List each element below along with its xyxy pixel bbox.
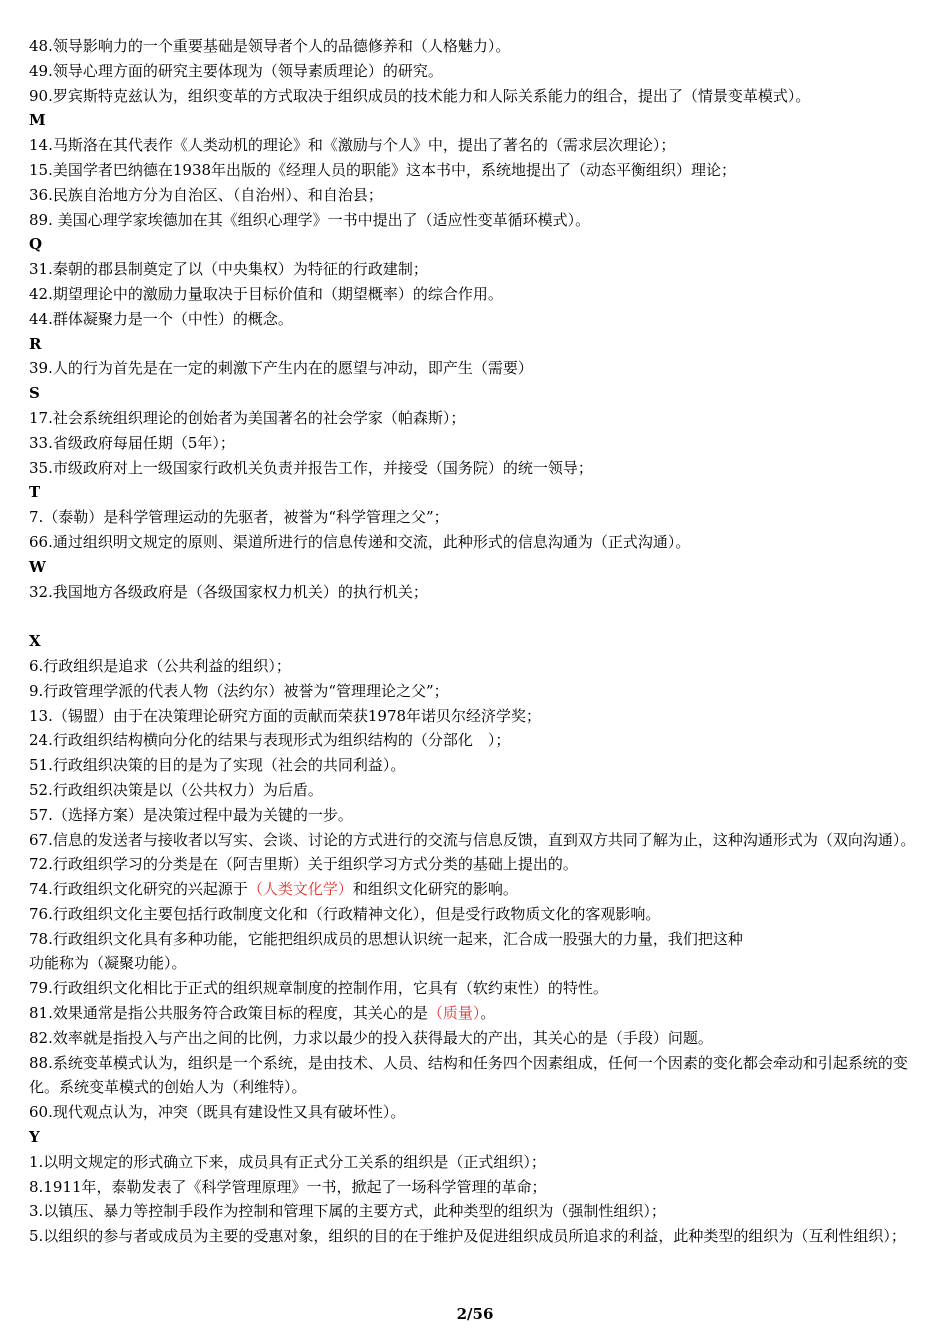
section-heading-s: S	[29, 384, 40, 403]
entry-78-continued: 功能称为（凝聚功能）。	[29, 954, 187, 973]
entry-57: 57.（选择方案）是决策过程中最为关键的一步。	[29, 805, 353, 824]
entry-39: 39.人的行为首先是在一定的刺激下产生内在的愿望与冲动，即产生（需要）	[29, 359, 533, 378]
section-heading-t: T	[29, 483, 41, 502]
entry-9: 9.行政管理学派的代表人物（法约尔）被誉为“管理理论之父”；	[29, 681, 449, 700]
entry-52: 52.行政组织决策是以（公共权力）为后盾。	[29, 780, 323, 799]
current-page: 2	[456, 1305, 468, 1323]
page-number	[0, 1305, 950, 1323]
section-heading-w: W	[29, 557, 46, 576]
entry-17: 17.社会系统组织理论的创始者为美国著名的社会学家（帕森斯）；	[29, 408, 466, 427]
entry-33: 33.省级政府每届任期（5年）；	[29, 433, 235, 452]
entry-81	[29, 1001, 924, 1026]
entry-60: 60.现代观点认为，冲突（既具有建设性又具有破坏性）。	[29, 1103, 406, 1122]
entry-24: 24.行政组织结构横向分化的结果与表现形式为组织结构的（分部化 ）；	[29, 731, 511, 750]
blank-line	[29, 604, 924, 629]
entry-89: 89. 美国心理学家埃德加在其《组织心理学》一书中提出了（适应性变革循环模式）。	[29, 210, 591, 229]
total-pages: 56	[472, 1305, 494, 1323]
entry-67: 67.信息的发送者与接收者以写实、会谈、讨论的方式进行的交流与信息反馈，直到双方共同了解为止，这种沟通形式为（双向沟通）。	[29, 830, 916, 849]
entry-36: 36.民族自治地方分为自治区、（自治州）、和自治县；	[29, 185, 383, 204]
entry-74-text-end: 和组织文化研究的影响。	[352, 880, 518, 899]
entry-51: 51.行政组织决策的目的是为了实现（社会的共同利益）。	[29, 756, 406, 775]
entry-81-text-start: 81.效果通常是指公共服务符合政策目标的程度，其关心的是	[29, 1004, 428, 1023]
entry-81-text-end: 。	[480, 1004, 496, 1023]
section-heading-m: M	[29, 111, 46, 130]
entry-6: 6.行政组织是追求（公共利益的组织）；	[29, 656, 291, 675]
entry-7: 7.（泰勒）是科学管理运动的先驱者，被誉为“科学管理之父”；	[29, 508, 449, 527]
entry-31: 31.秦朝的郡县制奠定了以（中央集权）为特征的行政建制；	[29, 260, 428, 279]
entry-74-highlight: （人类文化学）	[247, 880, 353, 899]
entry-78: 78.行政组织文化具有多种功能，它能把组织成员的思想认识统一起来，汇合成一股强大的力量，我们把这种	[29, 929, 743, 948]
entry-66: 66.通过组织明文规定的原则、渠道所进行的信息传递和交流，此种形式的信息沟通为（正式沟通）。	[29, 532, 691, 551]
entry-49: 49.领导心理方面的研究主要体现为（领导素质理论）的研究。	[29, 61, 443, 80]
entry-74-text-start: 74.行政组织文化研究的兴起源于	[29, 880, 248, 899]
entry-90: 90.罗宾斯特克兹认为，组织变革的方式取决于组织成员的技术能力和人际关系能力的组合，提出了（情景变革模式）。	[29, 86, 811, 105]
section-heading-r: R	[29, 334, 42, 353]
entry-81-highlight: （质量）	[427, 1004, 481, 1023]
entry-72: 72.行政组织学习的分类是在（阿吉里斯）关于组织学习方式分类的基础上提出的。	[29, 855, 578, 874]
entry-14: 14.马斯洛在其代表作《人类动机的理论》和《激励与个人》中，提出了著名的（需求层次理论）；	[29, 136, 676, 155]
entry-44: 44.群体凝聚力是一个（中性）的概念。	[29, 309, 293, 328]
section-heading-x: X	[29, 632, 41, 651]
section-heading-y: Y	[29, 1128, 40, 1147]
document-body	[29, 34, 924, 1249]
entry-74	[29, 877, 924, 902]
entry-76: 76.行政组织文化主要包括行政制度文化和（行政精神文化），但是受行政物质文化的客观影响。	[29, 904, 661, 923]
entry-42: 42.期望理论中的激励力量取决于目标价值和（期望概率）的综合作用。	[29, 284, 503, 303]
entry-35: 35.市级政府对上一级国家行政机关负责并报告工作，并接受（国务院）的统一领导；	[29, 458, 593, 477]
entry-15: 15.美国学者巴纳德在1938年出版的《经理人员的职能》这本书中，系统地提出了（动态平衡组织）理论；	[29, 160, 737, 179]
entry-5: 5.以组织的参与者或成员为主要的受惠对象，组织的目的在于维护及促进组织成员所追求的利益，此种类型的组织为（互利性组织）；	[29, 1227, 906, 1246]
entry-1: 1.以明文规定的形式确立下来，成员具有正式分工关系的组织是（正式组织）；	[29, 1152, 546, 1171]
entry-88: 88.系统变革模式认为，组织是一个系统，是由技术、人员、结构和任务四个因素组成，任何一个因素的变化都会牵动和引起系统的变化。系统变革模式的创始人为（利维特）。	[29, 1053, 908, 1097]
page-separator: /	[467, 1305, 473, 1323]
entry-3: 3.以镇压、暴力等控制手段作为控制和管理下属的主要方式，此种类型的组织为（强制性组织）；	[29, 1202, 666, 1221]
entry-48: 48.领导影响力的一个重要基础是领导者个人的品德修养和（人格魅力）。	[29, 37, 511, 55]
entry-13: 13.（锡盟）由于在决策理论研究方面的贡献而荣获1978年诺贝尔经济学奖；	[29, 706, 542, 725]
entry-82: 82.效率就是指投入与产出之间的比例，力求以最少的投入获得最大的产出，其关心的是（手段）问题。	[29, 1028, 713, 1047]
entry-8: 8.1911年，泰勒发表了《科学管理原理》一书，掀起了一场科学管理的革命；	[29, 1177, 547, 1196]
entry-79: 79.行政组织文化相比于正式的组织规章制度的控制作用，它具有（软约束性）的特性。	[29, 979, 608, 998]
entry-32: 32.我国地方各级政府是（各级国家权力机关）的执行机关；	[29, 582, 428, 601]
section-heading-q: Q	[29, 235, 43, 254]
